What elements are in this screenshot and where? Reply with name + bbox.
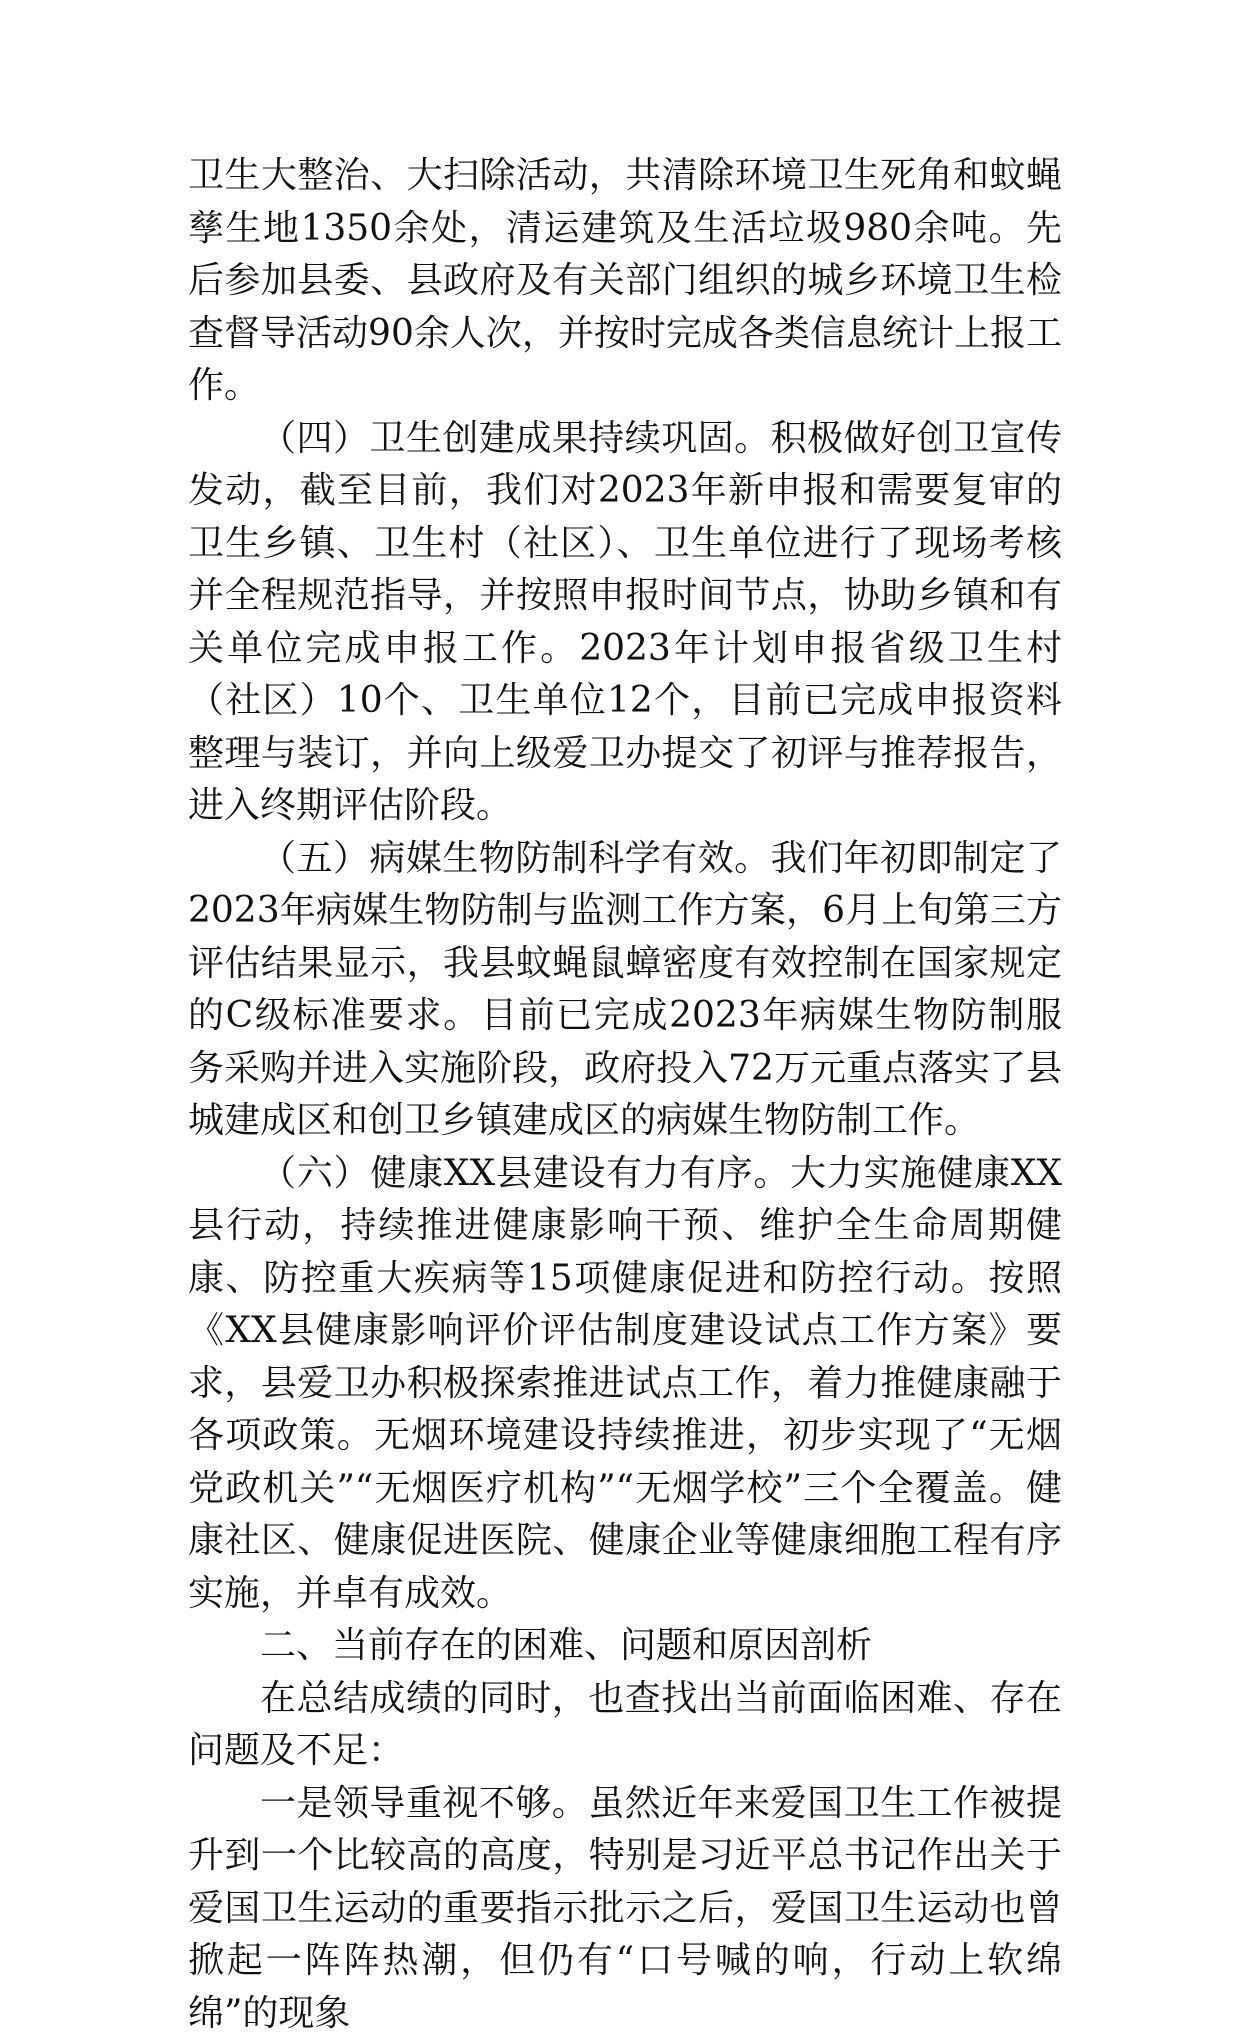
section-heading-two: 二、当前存在的困难、问题和原因剖析 xyxy=(188,1620,1062,1673)
paragraph-summary: 在总结成绩的同时，也查找出当前面临困难、存在问题及不足： xyxy=(188,1673,1062,1778)
paragraph-problem-one: 一是领导重视不够。虽然近年来爱国卫生工作被提升到一个比较高的高度，特别是习近平总书记作出关于爱国卫生运动的重要指示批示之后，爱国卫生运动也曾掀起一阵阵热潮，但仍有“口号喊的响，行动上软绵绵”的现象 xyxy=(188,1778,1062,2040)
paragraph-cleanup-continuation: 卫生大整治、大扫除活动，共清除环境卫生死角和蚊蝇孳生地1350余处，清运建筑及生活垃圾980余吨。先后参加县委、县政府及有关部门组织的城乡环境卫生检查督导活动90余人次，并按时完成各类信息统计上报工作。 xyxy=(188,150,1062,413)
paragraph-section-four: （四）卫生创建成果持续巩固。积极做好创卫宣传发动，截至目前，我们对2023年新申报和需要复审的卫生乡镇、卫生村（社区）、卫生单位进行了现场考核并全程规范指导，并按照申报时间节点，协助乡镇和有关单位完成申报工作。2023年计划申报省级卫生村（社区）10个、卫生单位12个，目前已完成申报资料整理与装订，并向上级爱卫办提交了初评与推荐报告，进入终期评估阶段。 xyxy=(188,413,1062,833)
paragraph-section-five: （五）病媒生物防制科学有效。我们年初即制定了2023年病媒生物防制与监测工作方案，6月上旬第三方评估结果显示，我县蚊蝇鼠蟑密度有效控制在国家规定的C级标准要求。目前已完成2023年病媒生物防制服务采购并进入实施阶段，政府投入72万元重点落实了县城建成区和创卫乡镇建成区的病媒生物防制工作。 xyxy=(188,833,1062,1148)
paragraph-section-six: （六）健康XX县建设有力有序。大力实施健康XX县行动，持续推进健康影响干预、维护全生命周期健康、防控重大疾病等15项健康促进和防控行动。按照《XX县健康影响评价评估制度建设试点工作方案》要求，县爱卫办积极探索推进试点工作，着力推健康融于各项政策。无烟环境建设持续推进，初步实现了“无烟党政机关”“无烟医疗机构”“无烟学校”三个全覆盖。健康社区、健康促进医院、健康企业等健康细胞工程有序实施，并卓有成效。 xyxy=(188,1148,1062,1621)
document-body xyxy=(188,150,1062,2040)
